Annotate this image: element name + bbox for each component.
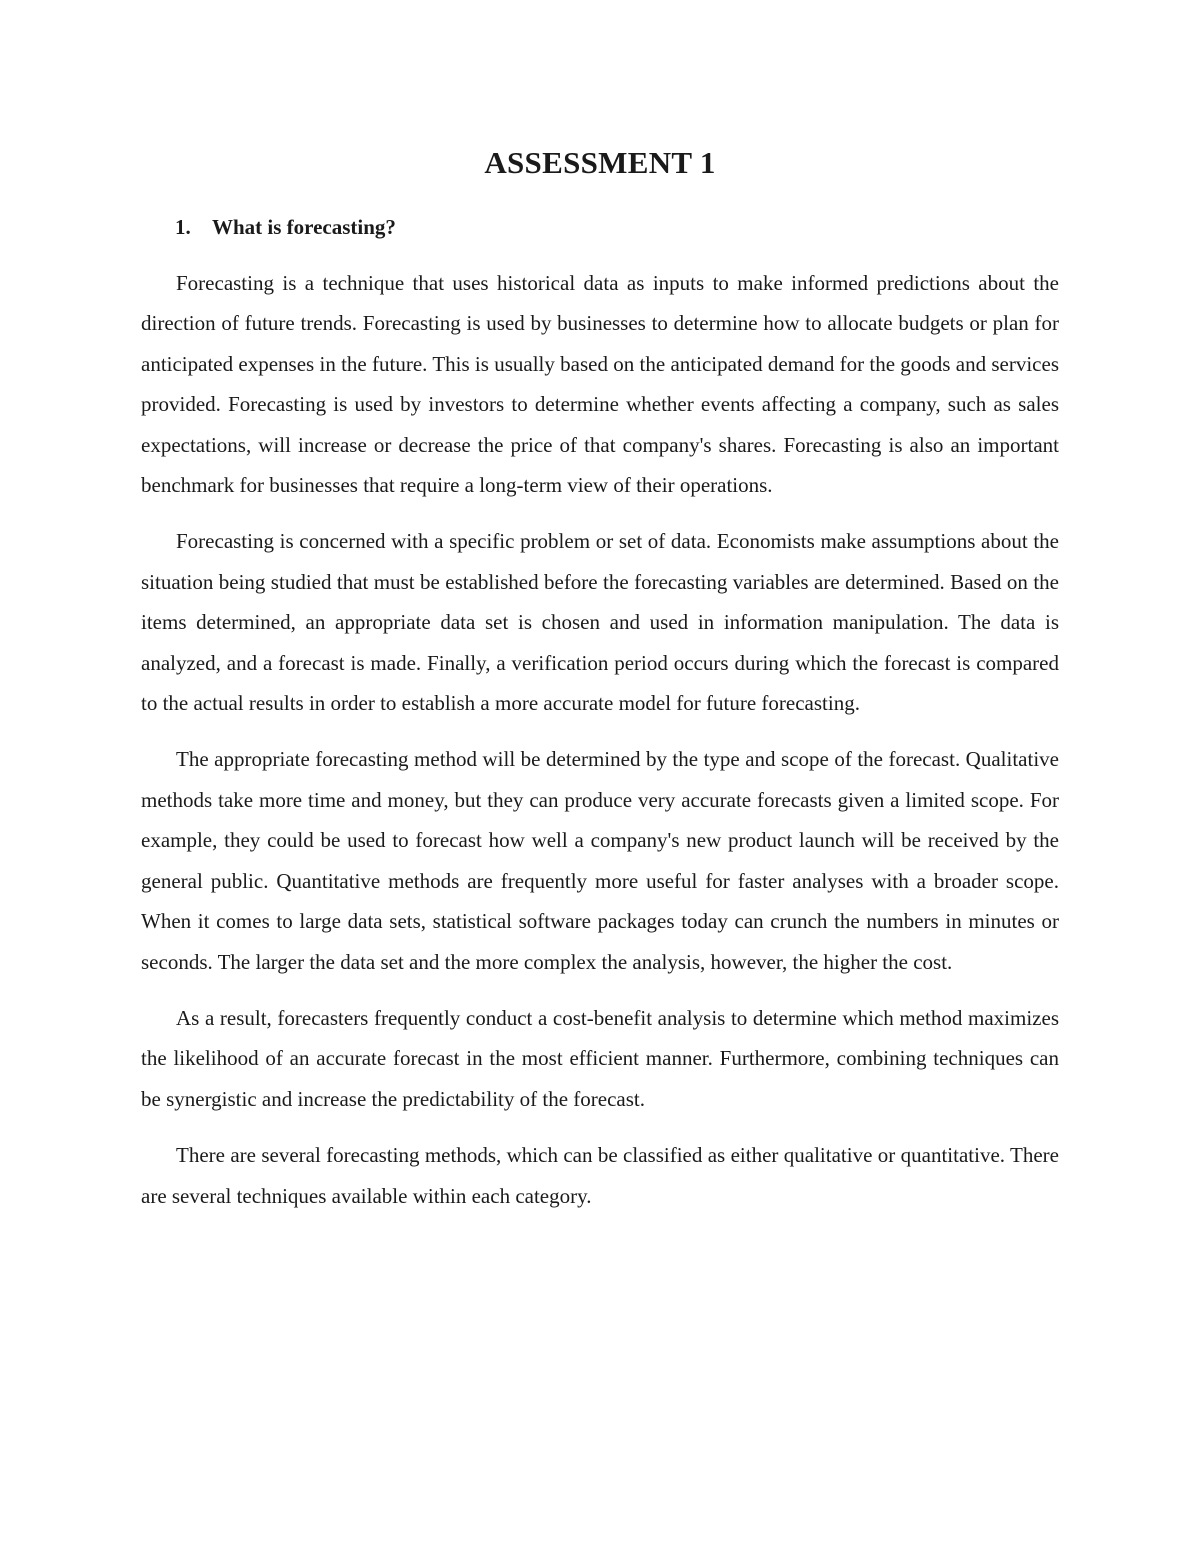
paragraph-2: Forecasting is concerned with a specific problem or set of data. Economists make assumptions about the situation being studied that must be established before the forecasting variables are determined. Based on the items determined, an appropriate data set is chosen and used in information manipulation. The data is analyzed, and a forecast is made. Finally, a verification period occurs during which the forecast is compared to the actual results in order to establish a more accurate model for future forecasting. bbox=[141, 529, 1059, 716]
document-title: ASSESSMENT 1 bbox=[484, 145, 716, 180]
paragraph-5: There are several forecasting methods, which can be classified as either qualitative or quantitative. There are several techniques available within each category. bbox=[141, 1143, 1059, 1208]
paragraph-3: The appropriate forecasting method will be determined by the type and scope of the forecast. Qualitative methods take more time and money, but they can produce very accurate forecasts given a limited scope. For example, they could be used to forecast how well a company's new product launch will be received by the general public. Quantitative methods are frequently more useful for faster analyses with a broader scope. When it comes to large data sets, statistical software packages today can crunch the numbers in minutes or seconds. The larger the data set and the more complex the analysis, however, the higher the cost. bbox=[141, 747, 1059, 974]
paragraph-4: As a result, forecasters frequently conduct a cost-benefit analysis to determine which method maximizes the likelihood of an accurate forecast in the most efficient manner. Furthermore, combining techniques can be synergistic and increase the predictability of the forecast. bbox=[141, 1005, 1059, 1111]
answer-body bbox=[141, 263, 1059, 1232]
question-text: What is forecasting? bbox=[212, 215, 396, 239]
question-number: 1. bbox=[175, 215, 191, 239]
question-heading bbox=[175, 212, 396, 242]
paragraph-1: Forecasting is a technique that uses historical data as inputs to make informed predictions about the direction of future trends. Forecasting is used by businesses to determine how to allocate budgets or plan for anticipated expenses in the future. This is usually based on the anticipated demand for the goods and services provided. Forecasting is used by investors to determine whether events affecting a company, such as sales expectations, will increase or decrease the price of that company's shares. Forecasting is also an important benchmark for businesses that require a long-term view of their operations. bbox=[141, 271, 1059, 498]
